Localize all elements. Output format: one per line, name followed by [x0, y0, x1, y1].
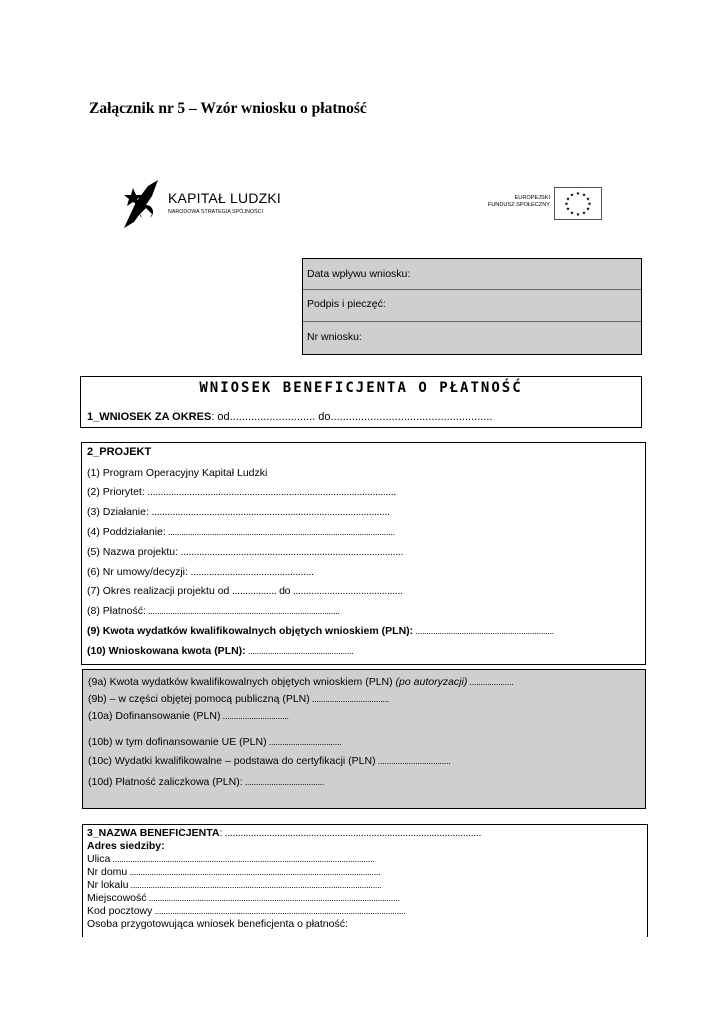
title-box: [80, 376, 642, 428]
svg-text:★: ★: [581, 210, 587, 217]
reception-signature-row[interactable]: [303, 290, 641, 322]
beneficiary-name[interactable]: 3_NAZWA BENEFICJENTA: ..................................................................................................: [87, 827, 482, 839]
document-heading: Załącznik nr 5 – Wzór wniosku o płatność: [89, 100, 367, 117]
svg-text:★: ★: [575, 191, 581, 197]
project-item[interactable]: (8) Płatność: .......................................................................................: [87, 605, 340, 617]
svg-text:★: ★: [569, 192, 575, 199]
svg-text:★: ★: [565, 196, 571, 203]
amount-10c[interactable]: (10c) Wydatki kwalifikowalne – podstawa do certyfikacji (PLN) .................................: [88, 755, 451, 767]
svg-text:★: ★: [581, 192, 587, 199]
amounts-section: [82, 669, 646, 809]
project-item[interactable]: (5) Nazwa projektu: .....................................................................................: [87, 546, 404, 558]
kapital-ludzki-emblem-icon: [122, 178, 162, 230]
period-label: 1_WNIOSEK ZA OKRES: [87, 411, 212, 423]
svg-text:★: ★: [564, 201, 569, 208]
svg-text:★: ★: [585, 206, 591, 213]
reception-number-row[interactable]: [303, 322, 641, 354]
reception-date-label: Data wpływu wniosku:: [307, 268, 411, 280]
project-header: 2_PROJEKT: [87, 446, 152, 458]
address-postcode[interactable]: Kod pocztowy ..................................................................................................................: [87, 905, 406, 917]
address-flat-number[interactable]: Nr lokalu ..................................................................................................................: [87, 879, 382, 891]
project-item[interactable]: (6) Nr umowy/decyzji: ...............................................: [87, 566, 314, 578]
project-item[interactable]: (4) Poddziałanie: .......................................................................................................: [87, 526, 395, 538]
address-house-number[interactable]: Nr domu ..................................................................................................................: [87, 866, 381, 878]
kapital-ludzki-name: KAPITAŁ LUDZKI: [168, 190, 282, 206]
eu-line-2: FUNDUSZ SPOŁECZNY: [487, 202, 550, 208]
reception-date-row[interactable]: [303, 259, 641, 290]
svg-text:★: ★: [585, 196, 591, 203]
eu-line-1: EUROPEJSKI: [514, 195, 550, 201]
project-item-eligible-amount[interactable]: (9) Kwota wydatków kwalifikowalnych objętych wnioskiem (PLN): ...............................................................: [87, 625, 554, 637]
address-label: Adres siedziby:: [87, 840, 165, 852]
form-title: WNIOSEK BENEFICJENTA O PŁATNOŚĆ: [199, 380, 523, 396]
preparer-label: Osoba przygotowująca wniosek beneficjenta o płatność:: [87, 918, 348, 930]
address-street[interactable]: Ulica .......................................................................................................................: [87, 853, 375, 865]
project-item: (1) Program Operacyjny Kapitał Ludzki: [87, 467, 268, 479]
kapital-ludzki-subtitle: NARODOWA STRATEGIA SPÓJNOŚCI: [168, 209, 264, 215]
amount-9a[interactable]: (9a) Kwota wydatków kwalifikowalnych objętych wnioskiem (PLN) (po autoryzacji) ....................: [88, 676, 514, 688]
svg-text:★: ★: [565, 206, 571, 213]
project-item[interactable]: (2) Priorytet: ...............................................................................................: [87, 486, 397, 498]
period-fields: : od............................ do.....................................................: [211, 411, 493, 423]
amount-10a[interactable]: (10a) Dofinansowanie (PLN) ..............................: [88, 710, 289, 722]
amount-9b[interactable]: (9b) – w części objętej pomocą publiczną (PLN) ...................................: [88, 693, 389, 705]
svg-text:★: ★: [587, 201, 592, 208]
project-item[interactable]: (7) Okres realizacji projektu od ................. do ..........................................: [87, 585, 403, 597]
kapital-ludzki-logo: [122, 178, 292, 230]
svg-text:★: ★: [569, 210, 575, 217]
project-item-requested-amount[interactable]: (10) Wnioskowana kwota (PLN): ................................................: [87, 645, 354, 657]
eu-fund-text: [470, 195, 550, 209]
eu-flag-icon: [554, 187, 602, 220]
reception-number-label: Nr wniosku:: [307, 331, 362, 343]
svg-text:★: ★: [575, 212, 581, 218]
beneficiary-section: [82, 824, 648, 937]
address-city[interactable]: Miejscowość ..................................................................................................................: [87, 892, 400, 904]
period-line[interactable]: [87, 411, 492, 423]
amount-10b[interactable]: (10b) w tym dofinansowanie UE (PLN) .................................: [88, 736, 342, 748]
reception-signature-label: Podpis i pieczęć:: [307, 298, 386, 310]
reception-box: [302, 258, 642, 355]
project-section: [81, 442, 646, 665]
project-item[interactable]: (3) Działanie: ...........................................................................................: [87, 506, 390, 518]
amount-10d[interactable]: (10d) Płatność zaliczkowa (PLN): ....................................: [88, 776, 325, 788]
